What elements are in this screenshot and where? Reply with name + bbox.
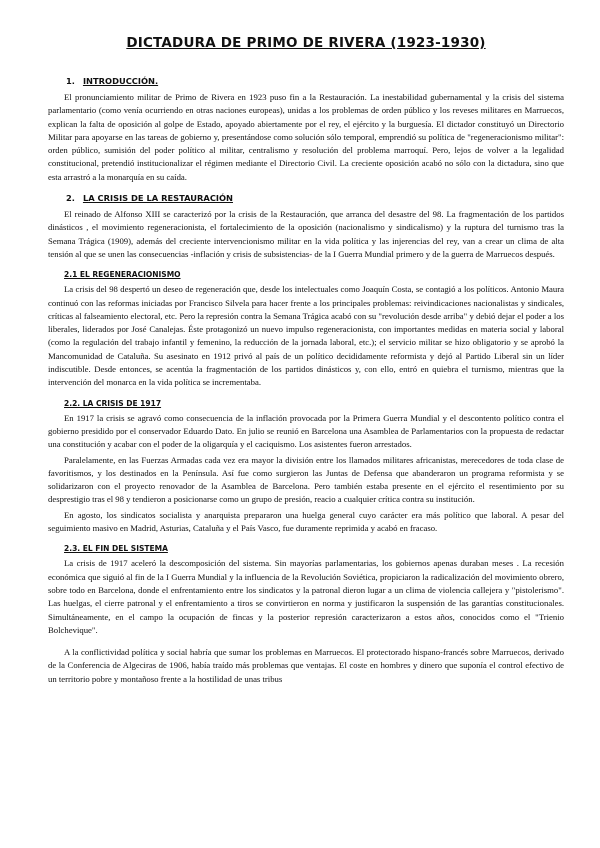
section-number: 1. bbox=[66, 76, 75, 86]
paragraph: La crisis de 1917 aceleró la descomposición del sistema. Sin mayorías parlamentarias, los gobiernos apenas duraban meses . La recesión económica que siguió al fin de la I Guerra Mundial y la influencia de la Revolución Soviética, propiciaron la radicalización del movimiento obrero, sobre todo en Barcelona, donde el enfrentamiento entre los sindicatos y la patronal dieron lugar a un clima de violencia callejera y "pistolerismo". Las huelgas, el cierre patronal y el enfrentamiento a tiros se convirtieron en norma y justificaron la suspensión de las garantías constitucionales. Simultáneamente, en el campo la ocupación de fincas y la posterior represión caracterizaron a estos años, conocidos como el "Trienio Bolchevique". bbox=[48, 558, 564, 635]
section-heading-text: INTRODUCCIÓN. bbox=[82, 76, 159, 86]
paragraph: Paralelamente, en las Fuerzas Armadas cada vez era mayor la división entre los llamados militares africanistas, merecedores de toda clase de favoritismos, y los destinados en la Península. Así fue como surgieron las Juntas de Defensa que abanderaron un programa reformista y se solidarizaron con el proyecto renovador de la Asamblea de Barcelona. Pero también estaba presente en el ejército el resentimiento por su desprestigio tras el 98 y tendieron a posicionarse como un grupo de presión, reacio a cualquier crítica contra su institución. bbox=[48, 454, 564, 505]
subsection-heading: 2.2. LA CRISIS DE 1917 bbox=[64, 398, 162, 408]
subsection-crisis-1917 bbox=[48, 399, 564, 536]
subsection-regeneracionismo bbox=[48, 270, 564, 389]
paragraph: En agosto, los sindicatos socialista y anarquista prepararon una huelga general cuyo carácter era más político que laboral. A pesar del seguimiento masivo en Madrid, Asturias, Cataluña y el País Vasco, fue duramente reprimida y acabó en fracaso. bbox=[48, 509, 564, 534]
paragraph: A la conflictividad política y social habría que sumar los problemas en Marruecos. El protectorado hispano-francés sobre Marruecos, derivado de la Conferencia de Algeciras de 1906, había traído más problemas que ventajas. El coste en hombres y dinero que suponía el control efectivo de un territorio pobre y montañoso frente a la hostilidad de unas tribus bbox=[48, 647, 564, 684]
section-heading bbox=[66, 193, 564, 203]
paragraph: En 1917 la crisis se agravó como consecuencia de la inflación provocada por la Primera Guerra Mundial y el descontento político contra el gobierno presidido por el conservador Eduardo Dato. En julio se reunió en Barcelona una Asamblea de Parlamentarios con la propuesta de redactar una constitución y acabar con el poder de la oligarquía y el caciquismo. Los asistentes fueron arrestados. bbox=[48, 412, 564, 450]
paragraph: El reinado de Alfonso XIII se caracterizó por la crisis de la Restauración, que arranca del desastre del 98. La fragmentación de los partidos dinásticos , el movimiento regeneracionista, el fortalecimiento de la oposición (nacionalismo y sindicalismo) y la ruptura del turnismo tras la Semana Trágica (1909), además del creciente intervencionismo militar en la vida política y las injerencias del rey, van a crear un clima de alta tensión al que se unen las consecuencias -inflación y crisis de subsistencias- de la I Guerra Mundial primero y de la guerra de Marruecos después. bbox=[48, 209, 564, 259]
section-crisis-restauracion bbox=[48, 193, 564, 261]
section-heading-text: LA CRISIS DE LA RESTAURACIÓN bbox=[82, 193, 233, 204]
subsection-heading: 2.1 EL REGENERACIONISMO bbox=[64, 270, 181, 280]
section-introduccion bbox=[48, 76, 564, 184]
subsection-heading: 2.3. EL FIN DEL SISTEMA bbox=[64, 544, 168, 554]
paragraph: El pronunciamiento militar de Primo de Rivera en 1923 puso fin a la Restauración. La inestabilidad gubernamental y la crisis del sistema parlamentario (como venía ocurriendo en otras naciones europeas), unidas a los problemas de orden público y los reveses militares en Marruecos, explican la falta de oposición al golpe de Estado, apoyado abiertamente por el rey, el ejército y la burguesía. El dictador constituyó un Directorio Militar para apoyarse en las tareas de gobierno y, presentándose como solución sólo temporal, emprendió su política de "regeneracionismo militar": orden público, sumisión del poder político al militar, centralismo y resolución del problema marroquí. Pero, lejos de volver a la legalidad constitucional, pretendió institucionalizar el régimen mediante el Directorio Civil. La creciente oposición acabó no sólo con la dictadura, sino que esta arrastró a la monarquía en su caída. bbox=[48, 92, 564, 182]
section-heading bbox=[66, 76, 564, 86]
paragraph: La crisis del 98 despertó un deseo de regeneración que, desde los intelectuales como Joaquín Costa, se contagió a los políticos. Antonio Maura continuó con las reformas iniciadas por Francisco Silvela para hacer frente a los principales problemas: reivindicaciones nacionalistas y sindicales, críticas al falseamiento electoral, etc. Pero la represión contra la Semana Trágica acabó con su "revolución desde arriba" y debió dejar el poder a los liberales, liderados por José Canalejas. Éste protagonizó un nuevo impulso regeneracionista, con importantes medidas en materia social y laboral (como la regulación del trabajo infantil y femenino, la reducción de la jornada laboral, etc.); el servicio militar se hizo obligatorio y se aprobó la Mancomunidad de Cataluña. Su asesinato en 1912 privó al país de un político decididamente reformista y dejó al Partido Liberal sin un líder indiscutible. Desde entonces, se acentúa la fragmentación de los partidos dinásticos y, con ello, entró en quiebra el turnismo, mientras que la intervención del monarca en la vida política se incrementaba. bbox=[48, 284, 564, 388]
section-number: 2. bbox=[66, 193, 75, 204]
document-title: DICTADURA DE PRIMO DE RIVERA (1923-1930) bbox=[126, 35, 486, 51]
subsection-fin-sistema bbox=[48, 544, 564, 686]
